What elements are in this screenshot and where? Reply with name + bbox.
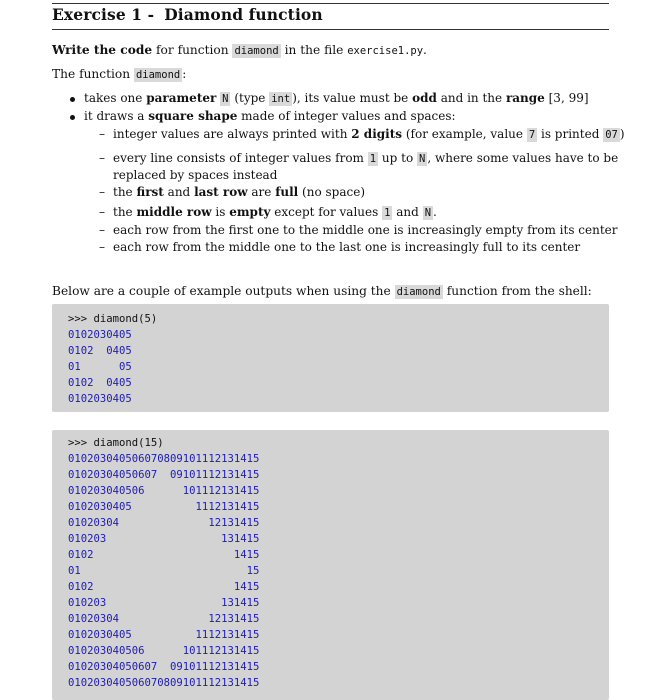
dash-marker: – (99, 223, 105, 237)
sub-bold: first (136, 185, 164, 199)
output-line: 010203040506 101112131415 (68, 485, 260, 497)
exercise-title: Diamond function (164, 5, 323, 24)
output-line: 01020304 12131415 (68, 517, 260, 529)
intro-text: for function (156, 43, 229, 57)
sub-text: , where some values have to be (427, 151, 619, 165)
bullet-text: (type (234, 91, 266, 105)
subbullet-first-to-middle (99, 223, 618, 237)
sub-bold: full (275, 185, 299, 199)
subbullet-middle-row (99, 205, 437, 219)
output-line: 010203 131415 (68, 533, 260, 545)
shell-prompt: >>> diamond(15) (68, 437, 164, 449)
output-line: 01020304050607 09101112131415 (68, 661, 260, 673)
output-line: 0102 0405 (68, 377, 132, 389)
output-line: 010203040506070809101112131415 (68, 453, 260, 465)
intro-bold: Write the code (52, 43, 153, 57)
sub-text: each row from the middle one to the last one is increasingly full to its center (113, 240, 581, 254)
output-line: 0102030405 (68, 329, 132, 341)
sub-code: N (424, 207, 432, 219)
examples-intro (52, 284, 592, 298)
func-name-code-2: diamond (135, 69, 181, 81)
bullet-text: ), its value must be (292, 91, 409, 105)
intro-paragraph (52, 43, 427, 57)
bullet-text: takes one (84, 91, 143, 105)
output-line: 0102 0405 (68, 345, 132, 357)
example-box-diamond-15 (52, 430, 609, 700)
subbullet-digits (99, 127, 625, 141)
sub-text: is (215, 205, 226, 219)
sub-text: every line consists of integer values from (113, 151, 364, 165)
bullet-text: made of integer values and spaces: (241, 109, 456, 123)
bullet-text: and in the (440, 91, 503, 105)
bullet-bold: odd (412, 91, 437, 105)
output-line: 01020304 12131415 (68, 613, 260, 625)
sub-text: the (113, 185, 133, 199)
sub-text: (no space) (302, 185, 365, 199)
sub-text: replaced by spaces instead (113, 168, 278, 182)
examples-intro-text-2: function from the shell: (446, 284, 592, 298)
dash-marker: – (99, 205, 105, 219)
output-line: 010203 131415 (68, 597, 260, 609)
function-label-text: The function (52, 67, 131, 81)
param-code: N (222, 93, 229, 105)
dash-marker: – (99, 240, 105, 254)
output-line: 01 05 (68, 361, 132, 373)
output-line: 0102030405 1112131415 (68, 501, 260, 513)
sub-code: 7 (528, 129, 536, 141)
sub-code: 1 (384, 207, 391, 219)
subbullet-middle-to-last (99, 240, 581, 254)
sub-text: is printed (540, 127, 600, 141)
sub-bold: middle row (136, 205, 212, 219)
output-line: 0102 1415 (68, 549, 260, 561)
header-bottom-rule (52, 29, 609, 30)
sub-bold: 2 digits (351, 127, 403, 141)
sub-text: . (433, 205, 437, 219)
sub-text: each row from the first one to the middle one is increasingly empty from its center (113, 223, 618, 237)
output-line: 010203040506070809101112131415 (68, 677, 260, 689)
sub-text: up to (381, 151, 414, 165)
bullet-text: it draws a (84, 109, 145, 123)
range-value: [3, 99] (548, 91, 589, 105)
subbullet-line-values (99, 151, 619, 165)
bullet-dot (70, 115, 75, 120)
sub-text: and (396, 205, 419, 219)
bullet-bold: parameter (146, 91, 217, 105)
bullet-parameter (84, 91, 589, 105)
sub-code: 1 (369, 153, 377, 165)
sub-text: ) (619, 127, 625, 141)
intro-period: . (423, 43, 427, 57)
sub-text: except for values (274, 205, 379, 219)
bullet-bold: range (505, 91, 545, 105)
output-line: 0102030405 1112131415 (68, 629, 260, 641)
sub-code: 07 (605, 129, 618, 141)
dash-marker: – (99, 185, 105, 199)
file-name: exercise1.py (347, 45, 424, 57)
intro-text-2: in the file (284, 43, 344, 57)
sub-text: the (113, 205, 133, 219)
dash-marker: – (99, 151, 105, 165)
func-name-code: diamond (234, 45, 279, 57)
function-label-colon: : (182, 67, 187, 81)
dash-marker: – (99, 127, 105, 141)
type-code: int (271, 93, 291, 105)
sub-bold: last row (194, 185, 248, 199)
exercise-number: Exercise 1 - (52, 5, 155, 24)
sub-text: are (251, 185, 272, 199)
sub-bold: empty (229, 205, 271, 219)
shell-prompt: >>> diamond(5) (68, 313, 158, 325)
output-line: 01020304050607 09101112131415 (68, 469, 260, 481)
header-top-rule (52, 3, 609, 4)
subbullet-line-values-cont (113, 168, 277, 182)
sub-text: (for example, value (405, 127, 523, 141)
sub-text: integer values are always printed with (113, 127, 348, 141)
output-line: 0102 1415 (68, 581, 260, 593)
sub-text: and (167, 185, 191, 199)
example-box-diamond-5 (52, 304, 609, 412)
examples-intro-text: Below are a couple of example outputs when using the (52, 284, 391, 298)
sub-code: N (419, 153, 426, 165)
page-title (52, 5, 323, 24)
bullet-dot (70, 97, 75, 102)
output-line: 0102030405 (68, 393, 132, 405)
function-label (52, 67, 186, 81)
bullet-bold: square shape (148, 109, 238, 123)
examples-func-code: diamond (396, 286, 441, 298)
bullet-shape (84, 109, 456, 123)
output-line: 010203040506 101112131415 (68, 645, 260, 657)
subbullet-first-last (99, 185, 365, 199)
output-line: 01 15 (68, 565, 260, 577)
